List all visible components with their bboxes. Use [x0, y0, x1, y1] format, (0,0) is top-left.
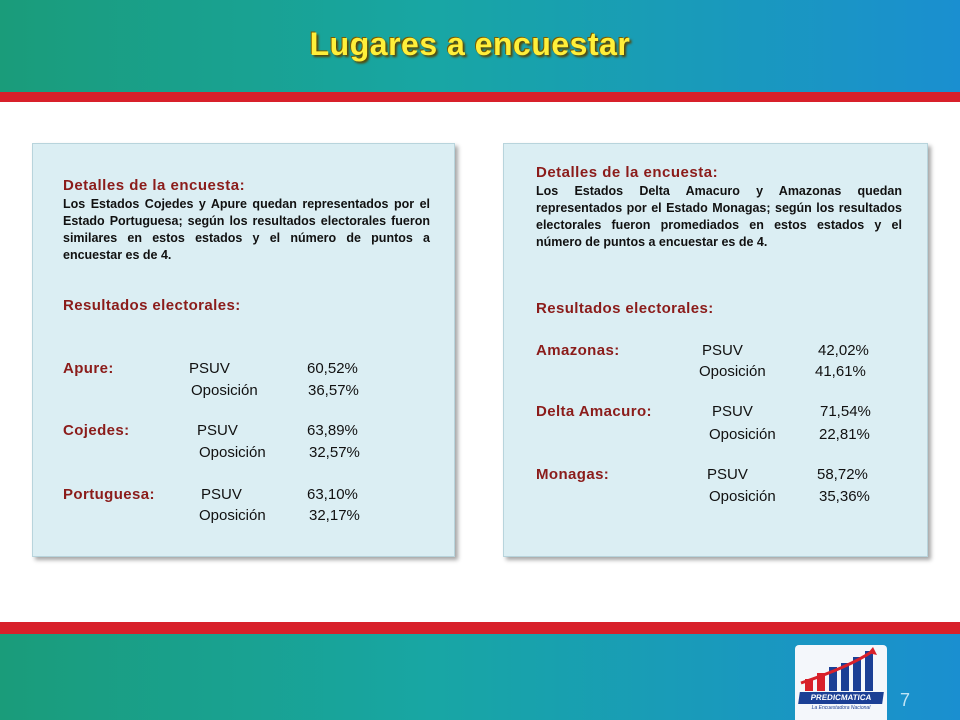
state-label-portuguesa: Portuguesa: — [63, 486, 155, 503]
left-panel — [32, 143, 455, 557]
left-details-heading: Detalles de la encuesta: — [63, 177, 246, 194]
psuv-label: PSUV — [707, 466, 748, 483]
state-label-cojedes: Cojedes: — [63, 422, 130, 439]
psuv-label: PSUV — [201, 486, 242, 503]
opposition-label: Oposición — [709, 488, 776, 505]
state-label-monagas: Monagas: — [536, 466, 610, 483]
right-details-heading: Detalles de la encuesta: — [536, 164, 719, 181]
opposition-label: Oposición — [199, 444, 266, 461]
right-panel — [503, 143, 928, 557]
psuv-value: 42,02% — [818, 342, 869, 359]
opposition-label: Oposición — [709, 426, 776, 443]
state-label-apure: Apure: — [63, 360, 114, 377]
state-label-amazonas: Amazonas: — [536, 342, 620, 359]
footer-red-stripe — [0, 622, 960, 634]
left-results-heading: Resultados electorales: — [63, 297, 241, 314]
psuv-value: 71,54% — [820, 403, 871, 420]
psuv-label: PSUV — [197, 422, 238, 439]
psuv-label: PSUV — [712, 403, 753, 420]
right-results-heading: Resultados electorales: — [536, 300, 714, 317]
psuv-value: 63,10% — [307, 486, 358, 503]
opposition-label: Oposición — [191, 382, 258, 399]
left-details-paragraph: Los Estados Cojedes y Apure quedan representados por el Estado Portuguesa; según los resultados electorales fueron similares en estos estados y el número de puntos a encuestar es de 4. — [63, 197, 430, 262]
psuv-value: 63,89% — [307, 422, 358, 439]
state-label-delta-amacuro: Delta Amacuro: — [536, 403, 652, 420]
opposition-label: Oposición — [199, 507, 266, 524]
opposition-label: Oposición — [699, 363, 766, 380]
opposition-value: 32,57% — [309, 444, 360, 461]
opposition-value: 35,36% — [819, 488, 870, 505]
psuv-value: 60,52% — [307, 360, 358, 377]
opposition-value: 22,81% — [819, 426, 870, 443]
company-logo — [795, 645, 887, 720]
opposition-value: 41,61% — [815, 363, 866, 380]
logo-chart-icon — [795, 645, 887, 693]
slide-title: Lugares a encuestar — [309, 26, 631, 62]
right-details-paragraph: Los Estados Delta Amacuro y Amazonas quedan representados por el Estado Monagas; según los resultados electorales fueron promediados en estos estados y el número de puntos a encuestar es de 4. — [536, 184, 902, 249]
psuv-value: 58,72% — [817, 466, 868, 483]
logo-tagline: La Encuestadora Nacional — [811, 705, 871, 711]
opposition-value: 36,57% — [308, 382, 359, 399]
page-number: 7 — [900, 690, 911, 710]
psuv-label: PSUV — [189, 360, 230, 377]
logo-name: PREDICMATICA — [798, 692, 884, 704]
opposition-value: 32,17% — [309, 507, 360, 524]
psuv-label: PSUV — [702, 342, 743, 359]
header-red-stripe — [0, 92, 960, 102]
